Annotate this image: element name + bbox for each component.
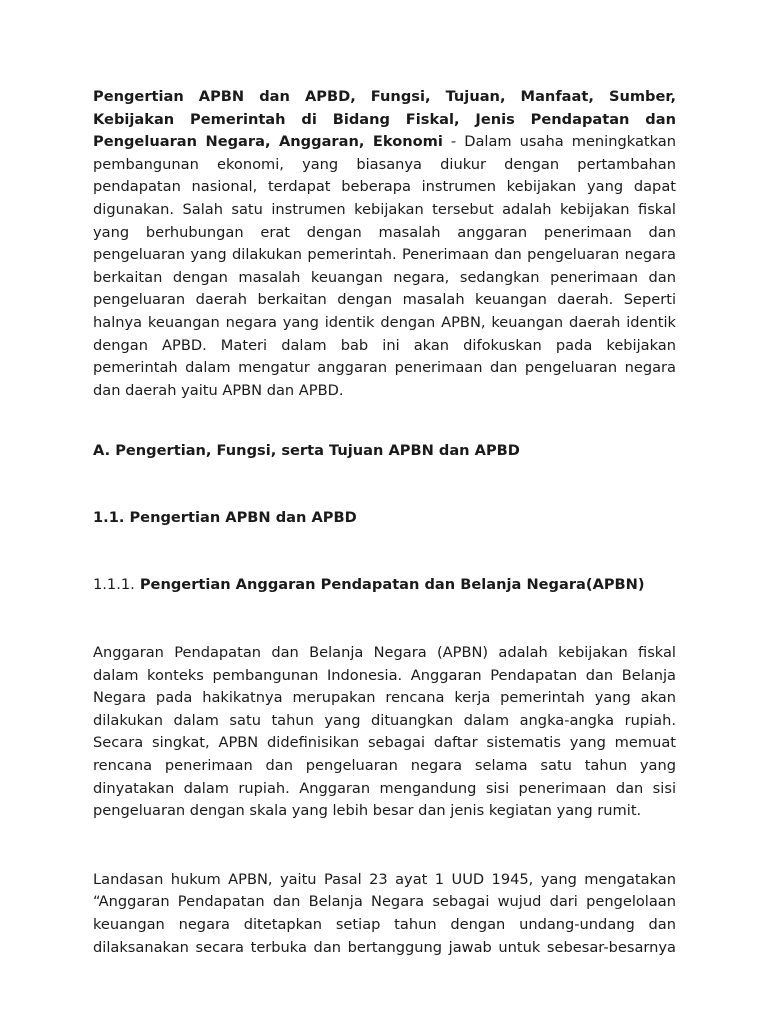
section-1-1-heading: 1.1. Pengertian APBN dan APBD <box>93 508 357 526</box>
section-1-1-1-heading <box>93 574 676 597</box>
section-1-1-1-number: 1.1.1. <box>93 575 135 593</box>
section-a-heading: A. Pengertian, Fungsi, serta Tujuan APBN dan APBD <box>93 442 520 460</box>
intro-bold-lead: Pengertian APBN dan APBD, Fungsi, Tujuan, Manfaat, Sumber, Kebijakan Pemerintah di Bidang Fiskal, Jenis Pendapatan dan Pengeluaran Negara, Anggaran, Ekonomi <box>93 88 676 151</box>
legal-basis-paragraph: Landasan hukum APBN, yaitu Pasal 23 ayat 1 UUD 1945, yang mengatakan “Anggaran Pendapatan dan Belanja Negara sebagai wujud dari pengelolaan keuangan negara ditetapkan setiap tahun dengan undang-undang dan dilaksanakan secara terbuka dan bertanggung jawab untuk sebesar-besarnya <box>93 870 676 956</box>
apbn-definition-paragraph: Anggaran Pendapatan dan Belanja Negara (APBN) adalah kebijakan fiskal dalam konteks pembangunan Indonesia. Anggaran Pendapatan dan Belanja Negara pada hakikatnya merupakan rencana kerja pemerintah yang akan dilakukan dalam satu tahun yang dituangkan dalam angka-angka rupiah. Secara singkat, APBN didefinisikan sebagai daftar sistematis yang memuat rencana penerimaan dan pengeluaran negara selama satu tahun yang dinyatakan dalam rupiah. Anggaran mengandung sisi penerimaan dan sisi pengeluaran dengan skala yang lebih besar dan jenis kegiatan yang rumit. <box>93 644 676 820</box>
intro-body: - Dalam usaha meningkatkan pembangunan ekonomi, yang biasanya diukur dengan pertambahan pendapatan nasional, terdapat beberapa instrumen kebijakan yang dapat digunakan. Salah satu instrumen kebijakan tersebut adalah kebijakan fiskal yang berhubungan erat dengan masalah anggaran penerimaan dan pengeluaran yang dilakukan pemerintah. Penerimaan dan pengeluaran negara berkaitan dengan masalah keuangan negara, sedangkan penerimaan dan pengeluaran daerah berkaitan dengan masalah keuangan daerah. Seperti halnya keuangan negara yang identik dengan APBN, keuangan daerah identik dengan APBD. Materi dalam bab ini akan difokuskan pada kebijakan pemerintah dalam mengatur anggaran penerimaan dan pengeluaran negara dan daerah yaitu APBN dan APBD. <box>93 133 676 399</box>
intro-paragraph <box>93 86 676 402</box>
section-1-1-1-title: Pengertian Anggaran Pendapatan dan Belanja Negara(APBN) <box>134 575 645 593</box>
